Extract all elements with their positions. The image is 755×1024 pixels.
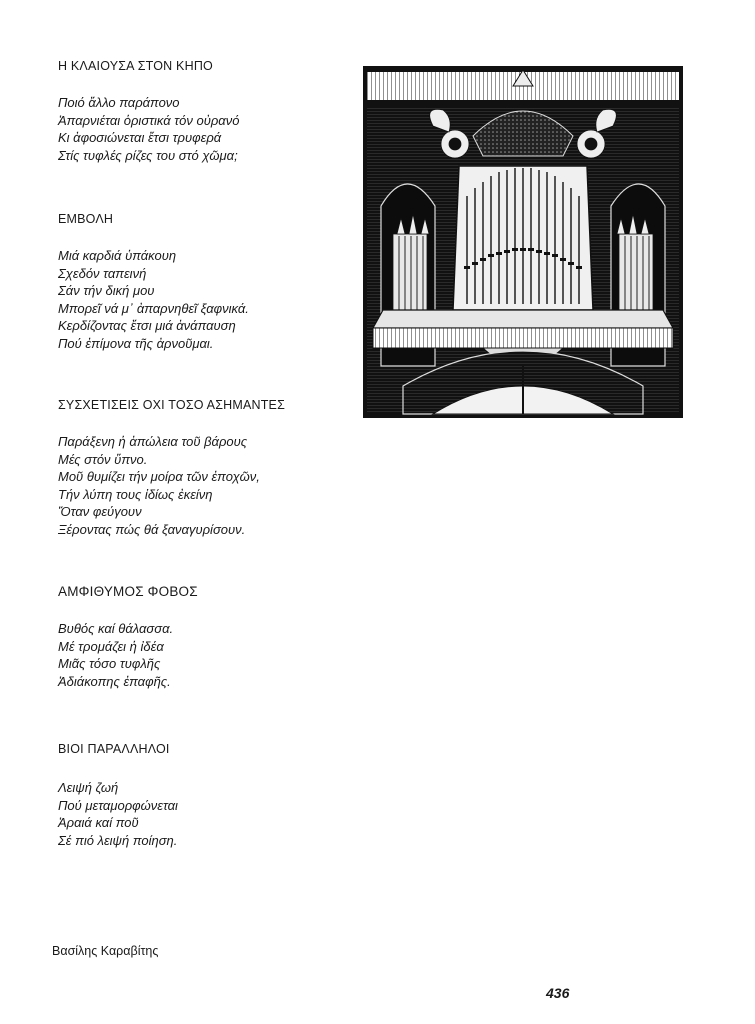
poem-line: Ξέροντας πώς θά ξαναγυρίσουν.: [58, 521, 246, 537]
poem-body: [58, 247, 348, 353]
poem-line: Βυθός καί θάλασσα.: [58, 621, 174, 636]
poem-line: Μπορεῖ νά μ᾿ ἀπαρνηθεῖ ξαφνικά.: [58, 300, 249, 316]
poem-line: Μιά καρδιά ὑπάκουη: [58, 248, 177, 263]
poem-line: Στίς τυφλές ρίζες του στό χῶμα;: [58, 147, 238, 163]
poem-line: Σάν τήν δική μου: [58, 283, 155, 299]
poem-line: Σέ πιό λειψή ποίηση.: [58, 832, 178, 848]
poem: [58, 584, 348, 690]
pipe-organ-engraving: [363, 66, 683, 418]
poem-line: Ποιό ἄλλο παράπονο: [58, 95, 180, 110]
poem: [58, 211, 348, 353]
poem-line: Μοῦ θυμίζει τήν μοίρα τῶν ἐποχῶν,: [58, 469, 260, 485]
poem-line: Ἀπαρνιέται ὁριστικά τόν οὐρανό: [58, 112, 240, 128]
poem-line: Μιᾶς τόσο τυφλῆς: [58, 656, 161, 672]
poem-title: ΕΜΒΟΛΗ: [58, 212, 114, 226]
poem-line: Ἀραιά καί ποῦ: [58, 815, 139, 831]
poem-title: ΣΥΣΧΕΤΙΣΕΙΣ ΟΧΙ ΤΟΣΟ ΑΣΗΜΑΝΤΕΣ: [58, 398, 286, 412]
poem-line: Σχεδόν ταπεινή: [58, 265, 147, 281]
poem-body: [58, 779, 348, 849]
author-name: Βασίλης Καραβίτης: [52, 944, 159, 958]
poem-body: [58, 620, 348, 690]
poem-title: ΒΙΟΙ ΠΑΡΑΛΛΗΛΟΙ: [58, 742, 170, 756]
poem-title: ΑΜΦΙΘΥΜΟΣ ΦΟΒΟΣ: [58, 584, 198, 599]
poem-body: [58, 433, 348, 539]
poem-line: Κι ἀφοσιώνεται ἔτσι τρυφερά: [58, 130, 222, 146]
poem: [58, 741, 348, 849]
poem-line: Λειψή ζωή: [58, 780, 119, 795]
poem-title: Η ΚΛΑΙΟΥΣΑ ΣΤΟΝ ΚΗΠΟ: [58, 59, 213, 73]
poem-line: Μέ τρομάζει ἡ ἰδέα: [58, 638, 164, 654]
poem: [58, 58, 348, 164]
poem-line: Πού μεταμορφώνεται: [58, 797, 178, 813]
poem-line: Μές στόν ὕπνο.: [58, 451, 148, 467]
poem-line: Ἀδιάκοπης ἐπαφῆς.: [58, 673, 171, 689]
poem-line: Πού ἐπίμονα τῆς ἀρνοῦμαι.: [58, 335, 214, 351]
poem-body: [58, 94, 348, 164]
poem: [58, 397, 348, 539]
page-number: 436: [546, 985, 570, 1001]
poem-line: Ὅταν φεύγουν: [58, 504, 142, 520]
poem-line: Τήν λύπη τους ἰδίως ἐκείνη: [58, 486, 213, 502]
poem-line: Παράξενη ἡ ἀπώλεια τοῦ βάρους: [58, 434, 248, 449]
poem-line: Κερδίζοντας ἔτσι μιά ἀνάπαυση: [58, 318, 236, 334]
